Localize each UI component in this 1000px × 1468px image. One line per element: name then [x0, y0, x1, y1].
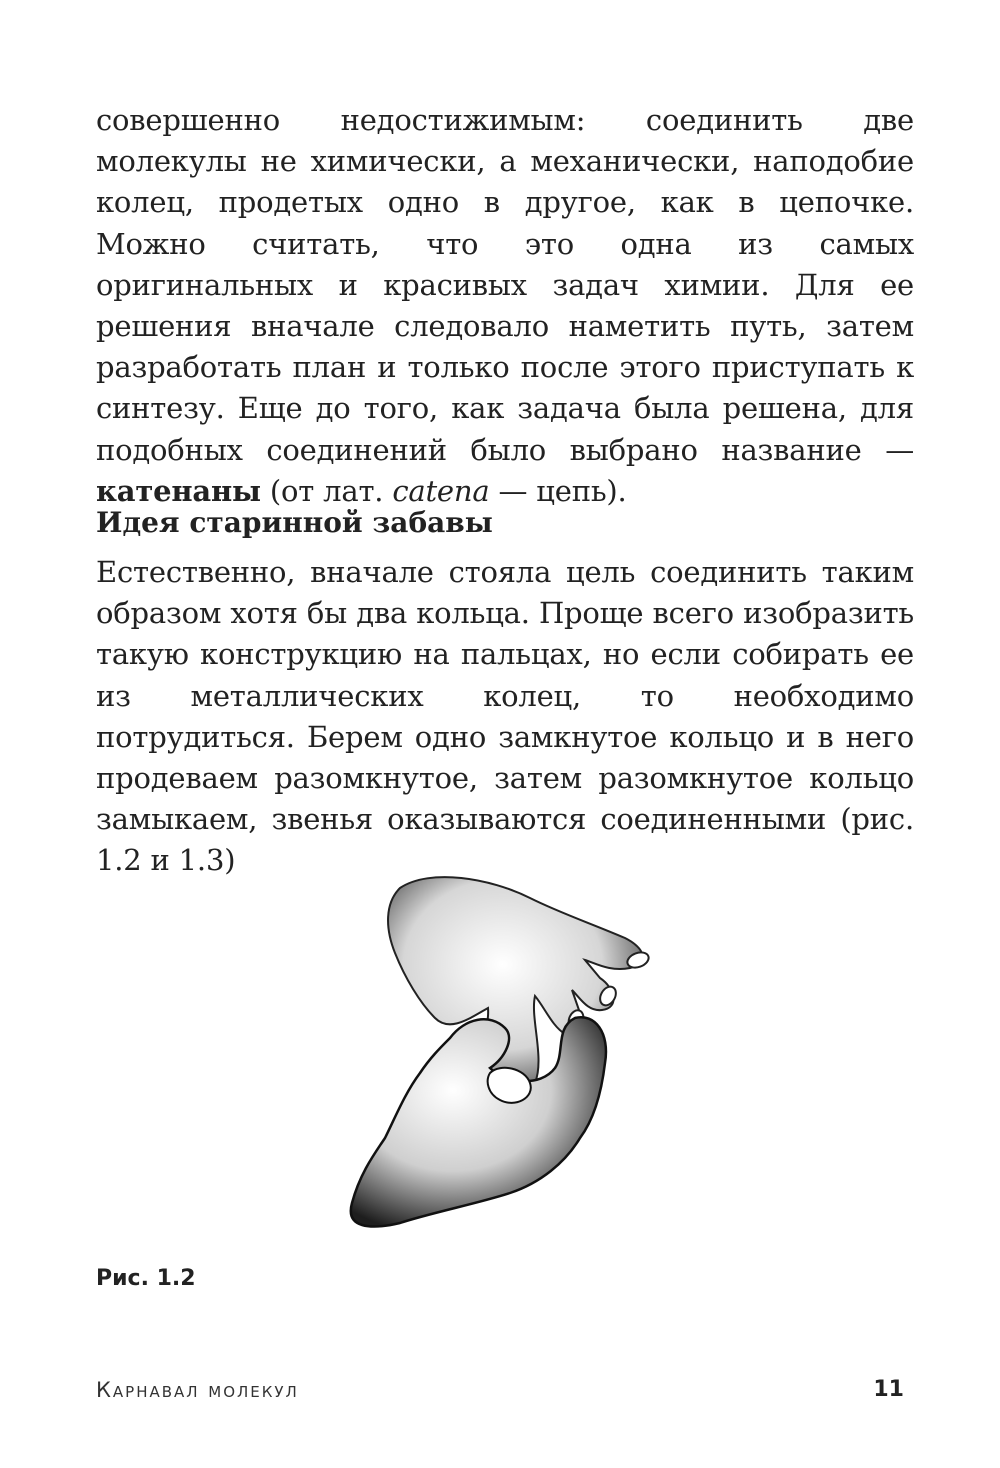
page-number: 11 — [873, 1377, 904, 1402]
term-catena-latin: catena — [392, 473, 490, 508]
body-paragraph-rings: Естественно, вначале стояла цель соединить таким образом хотя бы два кольца. Проще всего изобразить такую конструкцию на пальцах, но если собирать ее из металлических колец, то необходимо потрудиться. Берем одно замкнутое кольцо и в него продеваем разомкнутое, затем разомкнутое кольцо замыкаем, звенья оказываются соединенными (рис. 1.2 и 1.3) — [96, 555, 914, 878]
paragraph-text: — цепь). — [489, 473, 627, 508]
lower-hand-shape — [351, 1017, 606, 1226]
body-paragraph-catenanes — [96, 100, 914, 512]
interlocked-hands-image — [340, 868, 680, 1240]
section-heading: Идея старинной забавы — [96, 506, 493, 539]
figure-hands-illustration — [340, 868, 680, 1240]
figure-caption: Рис. 1.2 — [96, 1266, 196, 1291]
running-title: Карнавал молекул — [96, 1378, 299, 1402]
paragraph-text: совершенно недостижимым: соединить две молекулы не химически, а механически, наподобие колец, продетых одно в другое, как в цепочке. Можно считать, что это одна из самых оригинальных и красивых задач химии. Для ее решения вначале следовало наметить путь, затем разработать план и только после этого приступать к синтезу. Еще до того, как задача была решена, для подобных соединений было выбрано название — — [96, 103, 914, 467]
term-catenanes: катенаны — [96, 473, 261, 508]
paragraph-text: (от лат. — [260, 473, 393, 508]
